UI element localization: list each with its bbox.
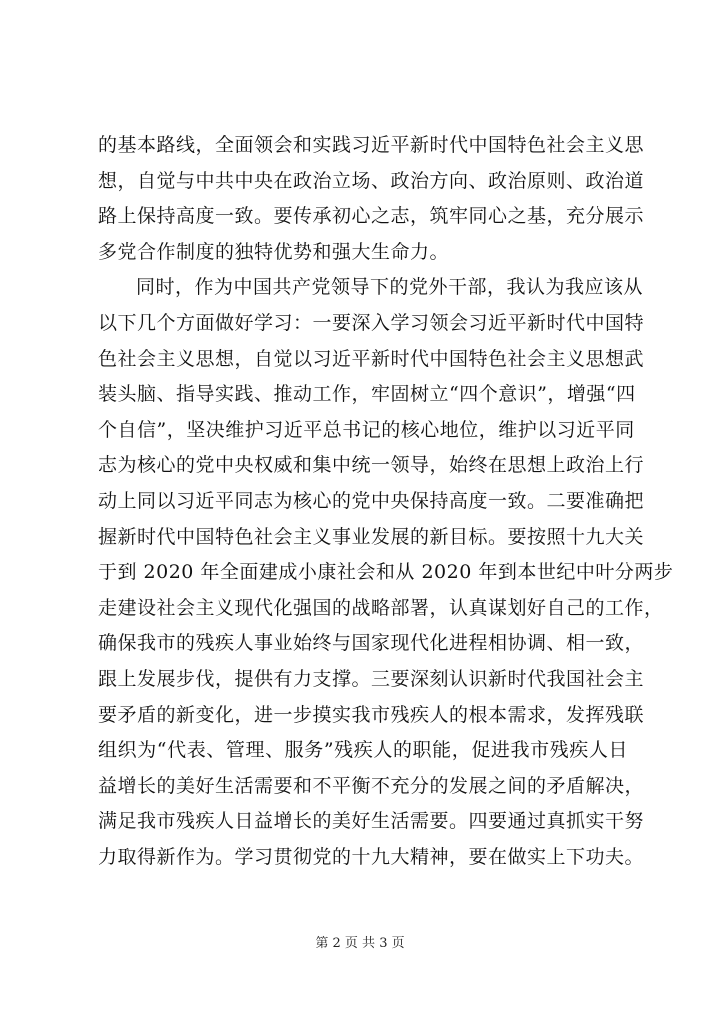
paragraph-line: 于到 2020 年全面建成小康社会和从 2020 年到本世纪中叶分两步 [98,561,674,584]
paragraph-line: 色社会主义思想，自觉以习近平新时代中国特色社会主义思想武 [98,347,645,370]
paragraph-line: 走建设社会主义现代化强国的战略部署，认真谋划好自己的工作， [98,596,664,619]
paragraph-line: 要矛盾的新变化，进一步摸实我市残疾人的根本需求，发挥残联 [98,703,645,726]
page-footer [0,935,720,953]
paragraph-line: 装头脑、指导实践、推动工作，牢固树立“四个意识”，增强“四 [98,383,636,406]
paragraph-line: 力取得新作为。学习贯彻党的十九大精神，要在做实上下功夫。 [98,845,645,868]
paragraph-line: 确保我市的残疾人事业始终与国家现代化进程相协调、相一致， [98,632,645,655]
paragraph-line: 路上保持高度一致。要传承初心之志，筑牢同心之基，充分展示 [98,205,645,228]
paragraph-line: 志为核心的党中央权威和集中统一领导，始终在思想上政治上行 [98,454,645,477]
paragraph-line: 握新时代中国特色社会主义事业发展的新目标。要按照十九大关 [98,525,645,548]
paragraph-line: 想，自觉与中共中央在政治立场、政治方向、政治原则、政治道 [98,169,645,192]
paragraph-line: 满足我市残疾人日益增长的美好生活需要。四要通过真抓实干努 [98,810,645,833]
paragraph-line: 动上同以习近平同志为核心的党中央保持高度一致。二要准确把 [98,489,645,512]
paragraph-line: 以下几个方面做好学习：一要深入学习领会习近平新时代中国特 [98,311,645,334]
paragraph-line: 益增长的美好生活需要和不平衡不充分的发展之间的矛盾解决， [98,774,645,797]
paragraph-line: 组织为“代表、管理、服务”残疾人的职能，促进我市残疾人日 [98,739,628,762]
paragraph-line: 的基本路线，全面领会和实践习近平新时代中国特色社会主义思 [98,134,645,156]
paragraph-line: 个自信”，坚决维护习近平总书记的核心地位，维护以习近平同 [98,418,635,441]
paragraph-line: 同时，作为中国共产党领导下的党外干部，我认为我应该从 [136,276,644,299]
paragraph-line: 多党合作制度的独特优势和强大生命力。 [98,240,450,263]
document-body [98,128,674,875]
paragraph-line: 跟上发展步伐，提供有力支撑。三要深刻认识新时代我国社会主 [98,667,645,690]
page-number-label: 第 2 页 共 3 页 [315,936,405,951]
